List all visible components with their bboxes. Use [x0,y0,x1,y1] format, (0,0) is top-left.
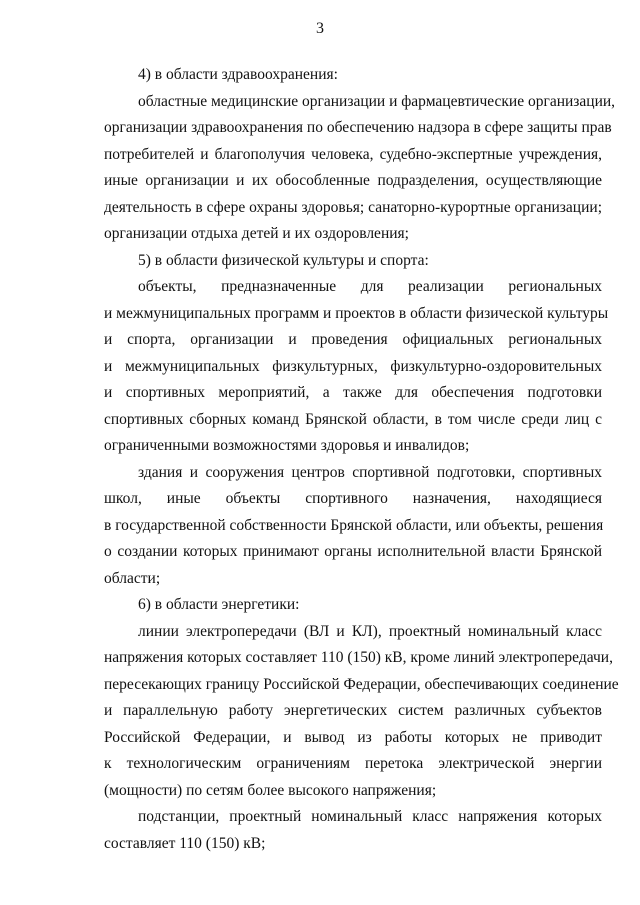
text-line: 6) в области энергетики: [138,596,300,613]
text-line: деятельность в сфере охраны здоровья; санаторно-курортные организации; [104,198,602,216]
text-line: в государственной собственности Брянской области, или объекты, решения [104,516,604,534]
text-line: составляет 110 (150) кВ; [104,834,266,852]
text-line: организации здравоохранения по обеспечению надзора в сфере защиты прав [104,119,612,136]
text-line: и межмуниципальных физкультурных, физкультурно-оздоровительных [104,357,602,375]
text-line: (мощности) по сетям более высокого напряжения; [104,781,437,799]
text-line: здания и сооружения центров спортивной подготовки, спортивных [138,463,602,481]
text-line: и параллельную работу энергетических систем различных субъектов [104,702,602,719]
text-line: 5) в области физической культуры и спорта: [138,251,429,269]
document-body [104,62,619,857]
text-line: областные медицинские организации и фармацевтические организации, [138,92,616,110]
text-line: объекты, предназначенные для реализации региональных [138,278,602,295]
text-line: области; [104,569,161,587]
text-line: напряжения которых составляет 110 (150) кВ, кроме линий электропередачи, [104,649,613,666]
page-number: 3 [316,20,324,37]
text-line: потребителей и благополучия человека, судебно-экспертные учреждения, [104,145,602,163]
text-line: к технологическим ограничениям перетока электрической энергии [104,755,602,772]
text-line: и спортивных мероприятий, а также для обеспечения подготовки [104,384,602,401]
text-line: спортивных сборных команд Брянской области, в том числе среди лиц с [104,410,602,428]
text-line: ограниченными возможностями здоровья и инвалидов; [104,437,470,454]
text-line: пересекающих границу Российской Федерации, обеспечивающих соединение [104,675,619,693]
text-line: иные организации и их обособленные подразделения, осуществляющие [104,172,602,189]
text-line: и спорта, организации и проведения официальных региональных [104,331,602,348]
text-line: организации отдыха детей и их оздоровления; [104,225,409,242]
text-line: Российской Федерации, и вывод из работы которых не приводит [104,728,602,746]
text-line: 4) в области здравоохранения: [138,66,338,83]
text-line: линии электропередачи (ВЛ и КЛ), проектный номинальный класс [138,622,602,640]
text-line: школ, иные объекты спортивного назначения, находящиеся [104,490,602,507]
text-line: и межмуниципальных программ и проектов в области физической культуры [104,304,609,322]
text-line: о создании которых принимают органы исполнительной власти Брянской [104,543,602,560]
text-line: подстанции, проектный номинальный класс напряжения которых [138,808,602,825]
